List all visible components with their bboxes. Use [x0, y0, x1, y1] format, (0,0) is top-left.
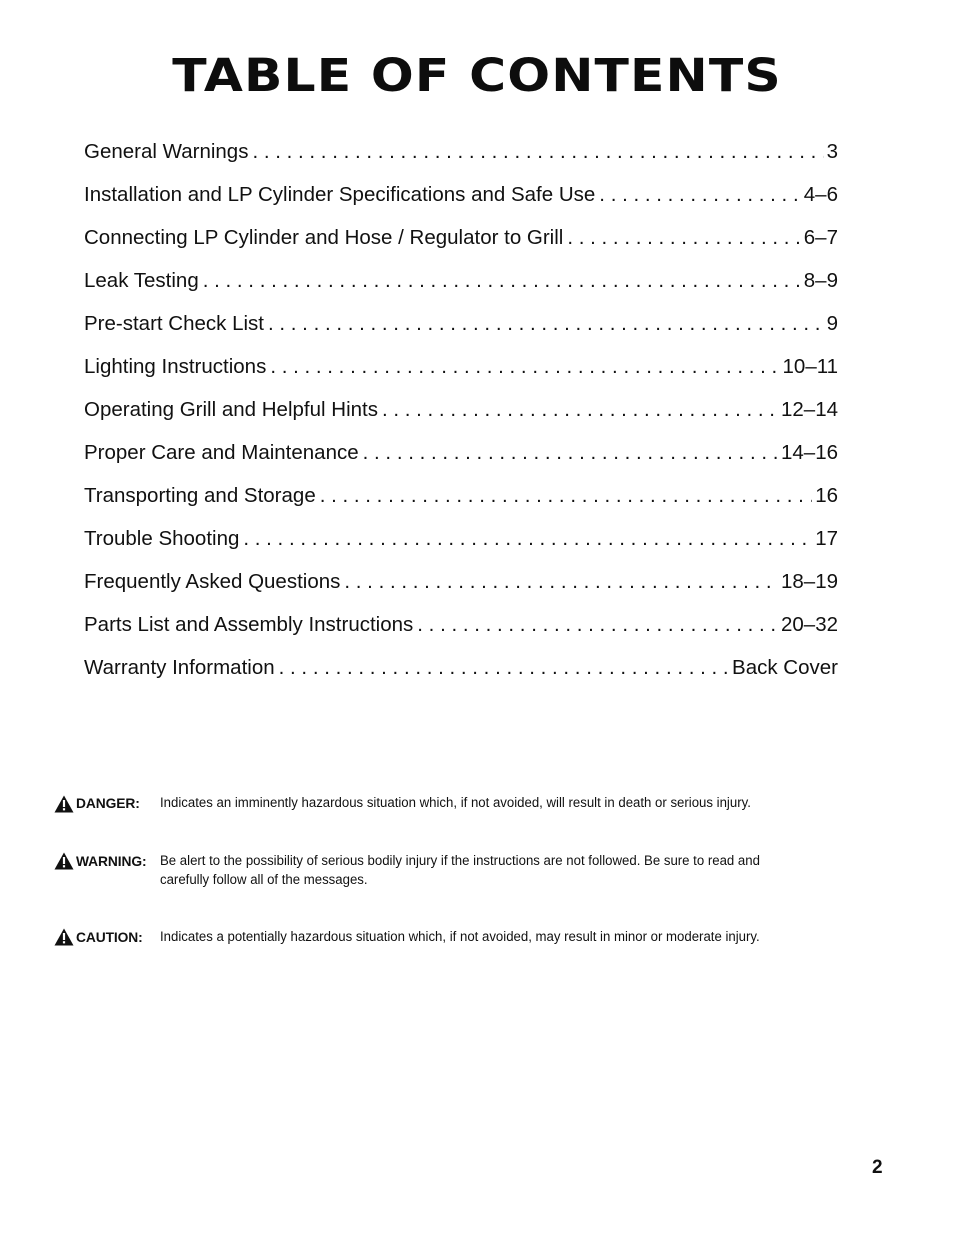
danger-text: Indicates an imminently hazardous situation which, if not avoided, will result in death or serious injury. — [160, 795, 751, 811]
toc-entry-page: Back Cover — [732, 656, 838, 679]
table-of-contents — [84, 130, 838, 689]
toc-entry-page: 18–19 — [780, 570, 838, 593]
toc-entry-warranty[interactable] — [84, 646, 838, 689]
toc-entry-label: Leak Testing — [84, 269, 199, 292]
warning-triangle-icon — [54, 928, 74, 946]
warning-text: Be alert to the possibility of serious bodily injury if the instructions are not followed. Be sure to read and carefully follow all of the messages. — [160, 852, 760, 888]
toc-entry-lighting[interactable] — [84, 345, 838, 388]
caution-text: Indicates a potentially hazardous situation which, if not avoided, may result in minor or moderate injury. — [160, 928, 760, 945]
page-number: 2 — [872, 1157, 883, 1178]
toc-entry-connecting[interactable] — [84, 216, 838, 259]
danger-notice — [54, 794, 844, 814]
toc-entry-page: 20–32 — [780, 613, 838, 636]
safety-notices — [54, 794, 844, 985]
notice-heading — [54, 928, 160, 948]
danger-label: DANGER: — [76, 796, 140, 811]
toc-entry-page: 10–11 — [782, 355, 838, 378]
toc-entry-care[interactable] — [84, 431, 838, 474]
toc-entry-trouble-shooting[interactable] — [84, 517, 838, 560]
dot-leader — [599, 173, 800, 216]
toc-entry-label: Parts List and Assembly Instructions — [84, 613, 414, 636]
toc-entry-label: Installation and LP Cylinder Specifications and Safe Use — [84, 183, 596, 206]
toc-entry-page: 3 — [826, 140, 838, 163]
toc-entry-leak-testing[interactable] — [84, 259, 838, 302]
toc-entry-installation[interactable] — [84, 173, 838, 216]
toc-entry-page: 4–6 — [803, 183, 838, 206]
dot-leader — [417, 603, 778, 646]
dot-leader — [320, 474, 812, 517]
toc-entry-parts-list[interactable] — [84, 603, 838, 646]
toc-entry-label: Transporting and Storage — [84, 484, 316, 507]
dot-leader — [279, 646, 729, 689]
toc-entry-page: 17 — [815, 527, 838, 550]
dot-leader — [344, 560, 778, 603]
warning-notice — [54, 852, 844, 891]
toc-entry-label: Lighting Instructions — [84, 355, 267, 378]
toc-entry-transporting[interactable] — [84, 474, 838, 517]
notice-heading — [54, 852, 160, 872]
toc-entry-page: 12–14 — [780, 398, 838, 421]
toc-entry-faq[interactable] — [84, 560, 838, 603]
toc-entry-page: 14–16 — [780, 441, 838, 464]
toc-entry-label: Trouble Shooting — [84, 527, 240, 550]
toc-entry-label: Operating Grill and Helpful Hints — [84, 398, 378, 421]
toc-entry-label: Connecting LP Cylinder and Hose / Regulator to Grill — [84, 226, 564, 249]
dot-leader — [382, 388, 778, 431]
dot-leader — [252, 130, 823, 173]
dot-leader — [243, 517, 812, 560]
toc-entry-label: Frequently Asked Questions — [84, 570, 341, 593]
page-title: TABLE OF CONTENTS — [172, 49, 782, 102]
dot-leader — [363, 431, 778, 474]
toc-entry-label: General Warnings — [84, 140, 249, 163]
dot-leader — [268, 302, 824, 345]
toc-entry-label: Pre-start Check List — [84, 312, 264, 335]
dot-leader — [567, 216, 800, 259]
toc-entry-pre-start[interactable] — [84, 302, 838, 345]
toc-entry-general-warnings[interactable] — [84, 130, 838, 173]
notice-heading — [54, 794, 160, 814]
toc-entry-label: Proper Care and Maintenance — [84, 441, 359, 464]
caution-label: CAUTION: — [76, 929, 143, 945]
toc-entry-page: 8–9 — [803, 269, 838, 292]
warning-triangle-icon — [54, 852, 74, 870]
dot-leader — [203, 259, 801, 302]
toc-entry-operating[interactable] — [84, 388, 838, 431]
caution-notice — [54, 928, 844, 948]
warning-triangle-icon — [54, 795, 74, 813]
toc-entry-page: 9 — [826, 312, 838, 335]
toc-entry-page: 16 — [815, 484, 838, 507]
warning-label: WARNING: — [76, 853, 147, 869]
dot-leader — [270, 345, 779, 388]
toc-entry-page: 6–7 — [803, 226, 838, 249]
toc-entry-label: Warranty Information — [84, 656, 275, 679]
